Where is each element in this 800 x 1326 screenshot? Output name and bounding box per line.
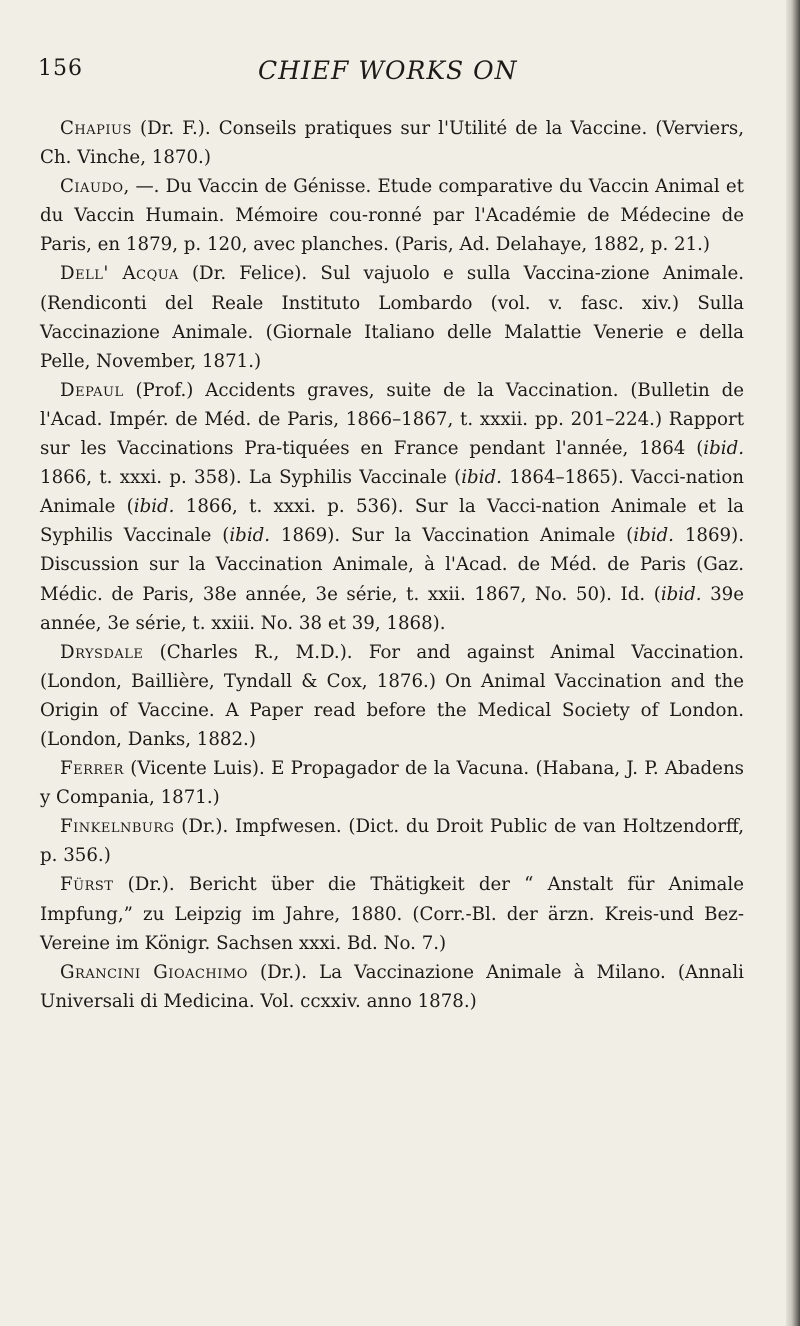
ibid-reference: ibid. <box>703 438 744 460</box>
entry-text: 1869). Discussion sur la Vaccination Animale, à l'Acad. de Méd. de Paris (Gaz. Médic. de Paris, 38e année, 3e série, t. xxii. 1867, No. 50). Id. ( <box>40 525 745 605</box>
ibid-reference: ibid. <box>461 467 502 489</box>
author-name: Drysdale <box>60 641 144 663</box>
ibid-reference: ibid. <box>229 525 271 547</box>
author-name: Fürst <box>60 874 114 896</box>
entry-text: , —. Du Vaccin de Génisse. Etude comparative du Vaccin Animal et du Vaccin Humain. Mémoire cou-ronné par l'Académie de Médecine de Paris, en 1879, p. 120, avec planches. (Paris, Ad. Delahaye, 1882, p. 21.) <box>40 176 744 256</box>
entry-text: (Charles R., M.D.). For and against Animal Vaccination. (London, Baillière, Tyndall & Cox, 1876.) On Animal Vaccination and the Origin of Vaccine. A Paper read before the Medical Society of London. (London, Danks, 1882.) <box>40 641 744 750</box>
entry-text: 1866, t. xxxi. p. 358). La Syphilis Vaccinale ( <box>40 467 462 489</box>
page-binding-edge <box>786 0 800 1326</box>
entry-text: 1866, t. xxxi. p. 536). Sur la Vacci-nation Animale et la Syphilis Vaccinale ( <box>40 496 744 547</box>
bibliography-entry <box>40 958 744 1016</box>
bibliography-entry <box>40 870 744 957</box>
bibliography-text <box>40 114 744 1016</box>
running-title: CHIEF WORKS ON <box>258 56 518 85</box>
entry-text: 1869). Sur la Vaccination Animale ( <box>270 525 634 547</box>
entry-text: (Dr.). Bericht über die Thätigkeit der “ Anstalt für Animale Impfung,” zu Leipzig im Jahre, 1880. (Corr.-Bl. der ärzn. Kreis-und Bez-Vereine im Königr. Sachsen xxxi. Bd. No. 7.) <box>40 874 744 954</box>
author-name: Depaul <box>60 379 124 401</box>
entry-text: (Dr. F.). Conseils pratiques sur l'Utilité de la Vaccine. (Verviers, Ch. Vinche, 1870.) <box>40 118 744 169</box>
ibid-reference: ibid. <box>633 525 674 547</box>
entry-text: (Dr.). Impfwesen. (Dict. du Droit Public de van Holtzendorff, p. 356.) <box>40 816 744 867</box>
bibliography-entry <box>40 376 744 638</box>
author-name: Ciaudo <box>60 176 124 198</box>
author-name: Ferrer <box>60 758 124 780</box>
page-header <box>38 52 738 92</box>
ibid-reference: ibid. <box>660 583 702 605</box>
bibliography-entry <box>40 114 744 172</box>
author-name: Grancini Gioachimo <box>60 961 248 983</box>
entry-text: 1864–1865). Vacci-nation Animale ( <box>40 467 744 518</box>
bibliography-entry <box>40 638 744 754</box>
bibliography-entry <box>40 259 744 375</box>
entry-text: (Vicente Luis). E Propagador de la Vacuna. (Habana, J. P. Abadens y Compania, 1871.) <box>40 758 744 809</box>
bibliography-entry <box>40 172 744 259</box>
bibliography-entry <box>40 812 744 870</box>
page-number: 156 <box>38 56 83 81</box>
author-name: Dell' Acqua <box>60 263 179 285</box>
bibliography-entry <box>40 754 744 812</box>
entry-text: (Dr. Felice). Sul vajuolo e sulla Vaccina-zione Animale. (Rendiconti del Reale Instituto Lombardo (vol. v. fasc. xiv.) Sulla Vaccinazione Animale. (Giornale Italiano delle Malattie Venerie e della Pelle, November, 1871.) <box>40 263 744 372</box>
author-name: Chapius <box>60 118 132 139</box>
ibid-reference: ibid. <box>133 496 175 518</box>
entry-text: (Dr.). La Vaccinazione Animale à Milano. (Annali Universali di Medicina. Vol. ccxxiv. anno 1878.) <box>40 961 744 1012</box>
entry-text: 39e année, 3e série, t. xxiii. No. 38 et 39, 1868). <box>40 583 745 634</box>
author-name: Finkelnburg <box>60 816 175 838</box>
entry-text: (Prof.) Accidents graves, suite de la Vaccination. (Bulletin de l'Acad. Impér. de Méd. de Paris, 1866–1867, t. xxxii. pp. 201–224.) Rapport sur les Vaccinations Pra-tiquées en France pendant l'année, 1864 ( <box>40 379 744 460</box>
